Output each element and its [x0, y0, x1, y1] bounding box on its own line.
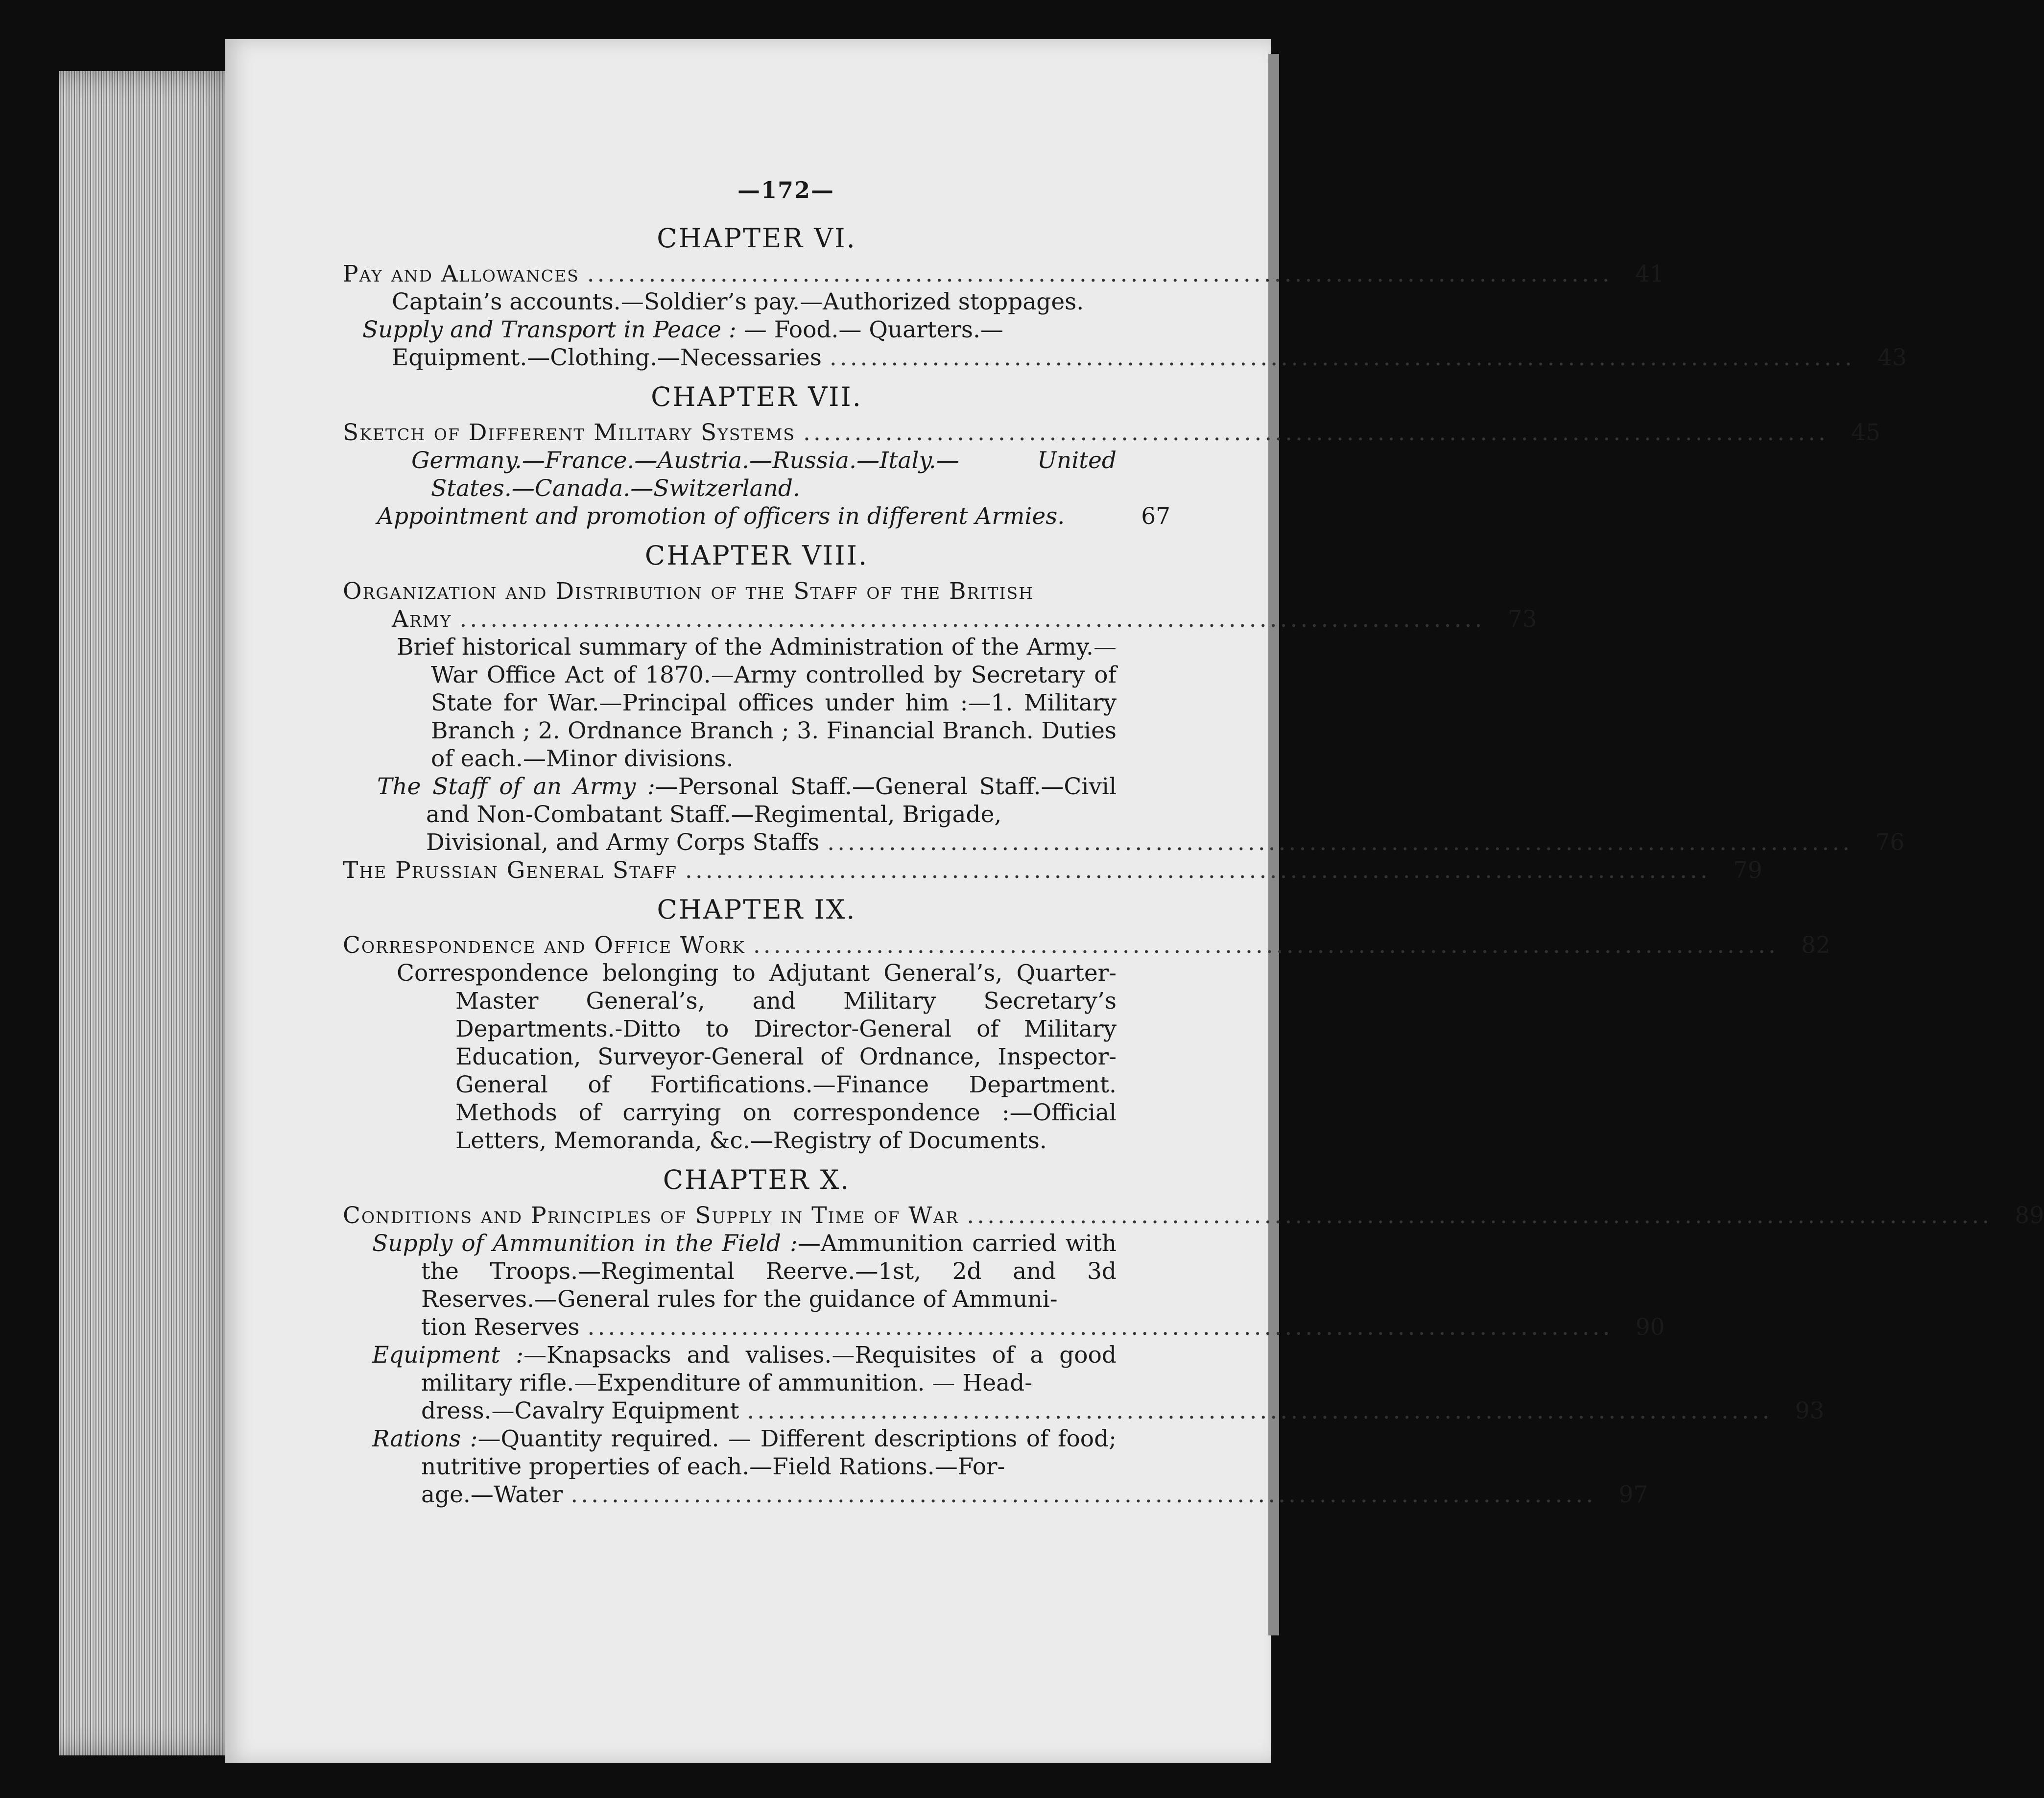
page-number: —172— — [737, 177, 835, 203]
description-italic: Supply and Transport in Peace : — [362, 316, 737, 343]
dot-leader: .................................................................................................... — [570, 1481, 1596, 1508]
toc-entry — [343, 1481, 1648, 1509]
dot-leader: .................................................................................................... — [459, 606, 1485, 633]
entry-page: 43 — [1878, 344, 1907, 371]
entry-title: Organization and Distribution of the Staff of the British — [343, 578, 1034, 605]
entry-title: The Prussian General Staff — [343, 857, 677, 884]
entry-title: Sketch of Different Military Systems — [343, 419, 795, 446]
entry-page: 73 — [1507, 606, 1537, 633]
entry-title: Appointment and promotion of officers in different Armies. — [377, 503, 1065, 530]
entry-page: 41 — [1635, 260, 1664, 287]
toc-entry — [343, 344, 1907, 372]
chapter-section — [343, 540, 1905, 884]
description-text: —Personal Staff.—General Staff.—Civil and Non-Combatant Staff.—Regimental, Brigade, — [426, 773, 1117, 828]
toc-entry — [343, 260, 1664, 288]
entry-description — [343, 959, 1170, 1155]
dot-leader: .................................................................................................... — [827, 829, 1853, 856]
entry-page: 79 — [1733, 857, 1762, 884]
dot-leader: .................................................................................................... — [829, 344, 1855, 371]
chapter-heading: CHAPTER VII. — [651, 381, 862, 412]
description-italic: Supply of Ammunition in the Field : — [372, 1230, 798, 1257]
entry-page: 90 — [1635, 1314, 1665, 1341]
dot-leader: .................................................................................................... — [753, 932, 1779, 959]
toc-entry — [343, 856, 1762, 884]
book-page-edges — [59, 71, 245, 1755]
toc-entry — [343, 931, 1830, 959]
entry-page: 67 — [1141, 503, 1170, 530]
toc-entry — [343, 1202, 2044, 1230]
description-italic: The Staff of an Army : — [377, 773, 655, 800]
entry-description — [343, 1425, 1170, 1481]
entry-description — [343, 1341, 1170, 1397]
toc-entry — [343, 1397, 1825, 1425]
chapter-heading: CHAPTER IX. — [657, 894, 856, 925]
entry-description — [343, 316, 1170, 344]
entry-title: tion Reserves — [421, 1314, 580, 1341]
dot-leader: .................................................................................................... — [747, 1397, 1773, 1424]
entry-description — [343, 447, 1170, 502]
description-text: —Ammunition carried with the Troops.—Regimental Reerve.—1st, 2d and 3d Reserves.—General rules for the guidance of Ammuni- — [421, 1230, 1117, 1313]
description-text: Brief historical summary of the Administration of the Army.—War Office Act of 1870.—Army controlled by Secretary of State for War.—Principal offices under him :—1. Military Branch ; 2. Ordnance Branch ; 3. Financial Branch. Duties of each.—Minor divisions. — [397, 634, 1117, 772]
description-text: Correspondence belonging to Adjutant General’s, Quarter-Master General’s, and Military Secretary’s Departments.-Ditto to Director-General of Military Education, Surveyor-General of Ordnance, Inspector-General of Fortifications.—Finance Department. Methods of carrying on correspondence :—Official Letters, Memoranda, &c.—Registry of Documents. — [397, 960, 1117, 1154]
chapter-heading: CHAPTER VIII. — [644, 540, 869, 571]
dot-leader: .................................................................................................... — [587, 1314, 1613, 1341]
entry-title: Equipment.—Clothing.—Necessaries — [392, 344, 822, 371]
dot-leader: .................................................................................................... — [803, 419, 1829, 446]
toc-entry — [343, 419, 1880, 447]
description-italic: Germany.—France.—Austria.—Russia.—Italy.— United States.—Canada.—Switzerland. — [411, 447, 1117, 502]
entry-title: Conditions and Principles of Supply in Time of War — [343, 1202, 959, 1229]
description-text: —Knapsacks and valises.—Requisites of a good military rifle.—Expenditure of ammunition. — Head- — [421, 1342, 1117, 1396]
description-text: Captain’s accounts.—Soldier’s pay.—Authorized stoppages. — [392, 288, 1084, 315]
toc-entry — [343, 1313, 1665, 1341]
description-italic: Equipment : — [372, 1342, 524, 1369]
description-text: — Food.— Quarters.— — [736, 316, 1003, 343]
chapter-heading: CHAPTER VI. — [657, 223, 856, 254]
entry-page: 82 — [1801, 932, 1830, 959]
chapter-section — [343, 381, 1880, 530]
entry-page: 89 — [2015, 1202, 2044, 1229]
description-italic: Rations : — [372, 1425, 478, 1452]
entry-page: 45 — [1851, 419, 1880, 446]
toc-entry — [343, 828, 1905, 856]
entry-title: Pay and Allowances — [343, 260, 579, 287]
entry-title: dress.—Cavalry Equipment — [421, 1397, 739, 1424]
entry-title: Correspondence and Office Work — [343, 932, 745, 959]
chapter-section — [343, 223, 1907, 372]
entry-description — [343, 773, 1170, 828]
description-text: —Quantity required. — Different descriptions of food; nutritive properties of each.—Field Rations.—For- — [421, 1425, 1117, 1480]
dot-leader: .................................................................................................... — [967, 1202, 1993, 1229]
entry-description — [343, 1230, 1170, 1313]
entry-title: Divisional, and Army Corps Staffs — [426, 829, 820, 856]
entry-page: 76 — [1875, 829, 1905, 856]
chapter-section — [343, 1164, 2044, 1509]
toc-entry — [343, 605, 1537, 633]
dot-leader: .................................................................................................... — [685, 857, 1711, 884]
entry-description — [343, 633, 1170, 773]
entry-title: age.—Water — [421, 1481, 563, 1508]
chapter-section — [343, 894, 1830, 1155]
entry-title: Army — [392, 606, 452, 633]
chapter-heading: CHAPTER X. — [663, 1164, 851, 1195]
toc-entry — [343, 502, 1170, 530]
table-of-contents — [343, 176, 2044, 1509]
entry-page: 97 — [1618, 1481, 1648, 1508]
entry-description — [343, 288, 1170, 316]
dot-leader: .................................................................................................... — [587, 260, 1613, 287]
entry-page: 93 — [1795, 1397, 1825, 1424]
